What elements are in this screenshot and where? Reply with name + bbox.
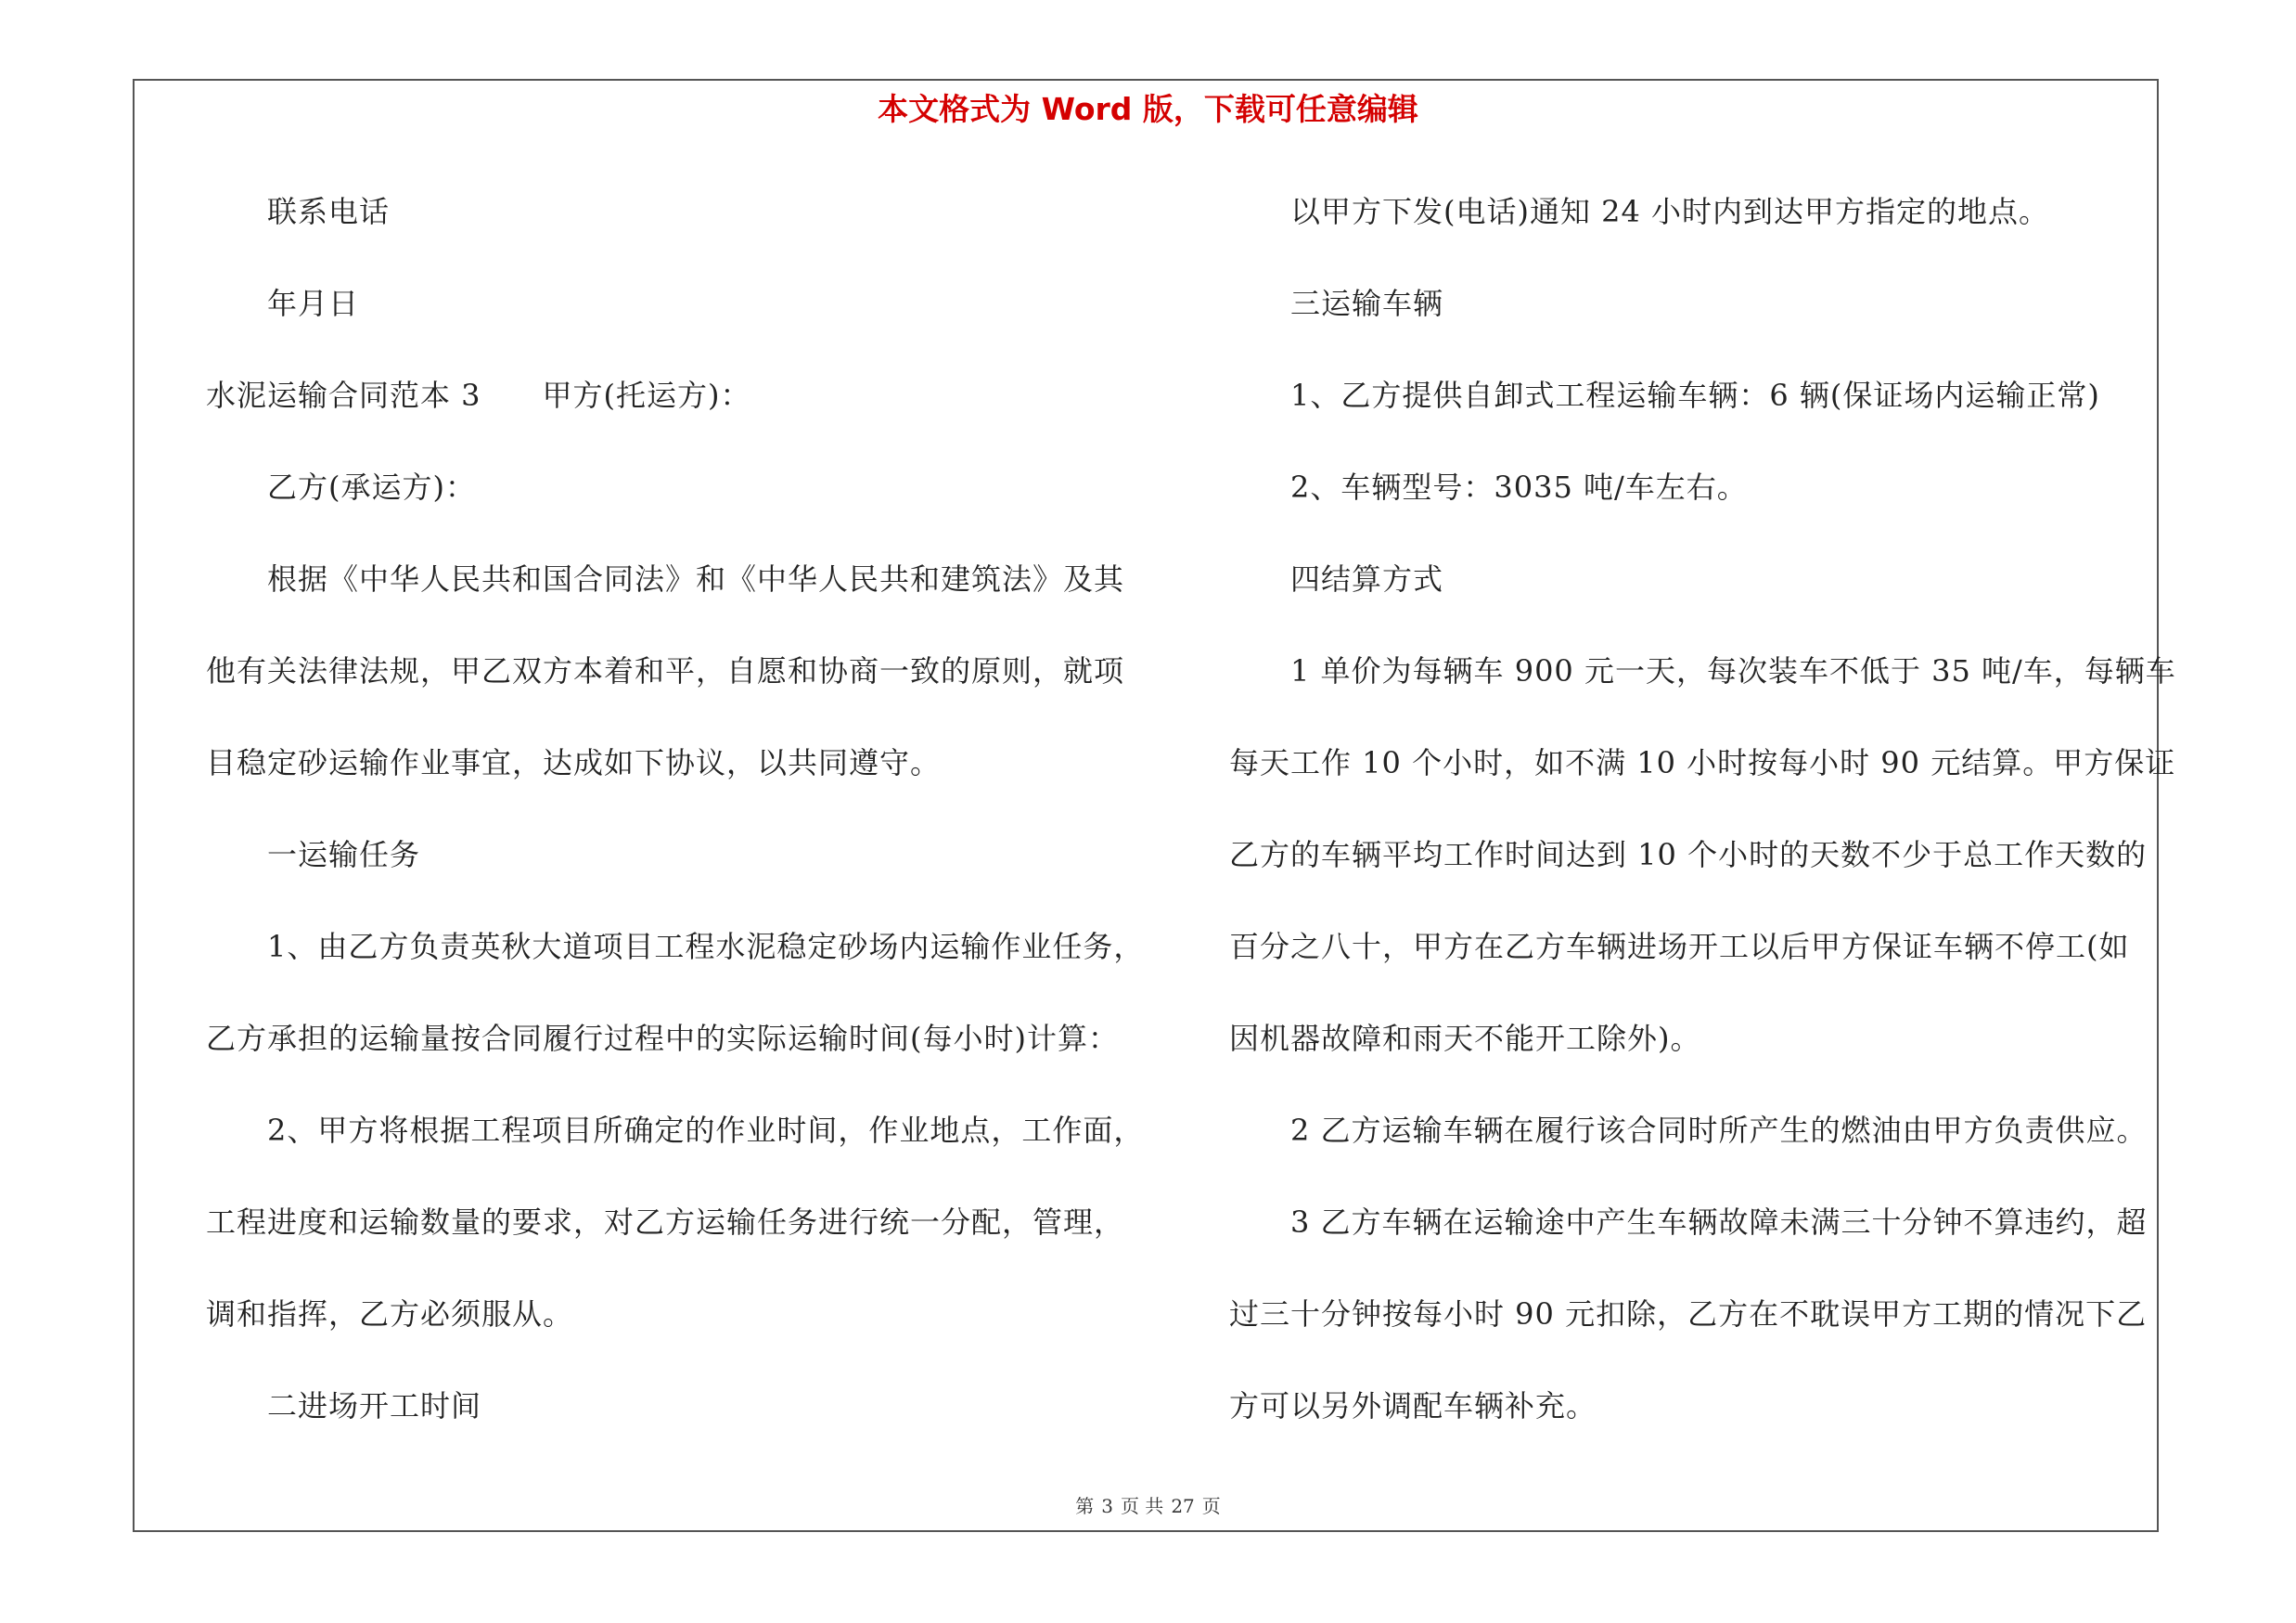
paragraph-line: 百分之八十，甲方在乙方车辆进场开工以后甲方保证车辆不停工(如: [1229, 929, 2130, 964]
paragraph-line: 方可以另外调配车辆补充。: [1229, 1388, 1597, 1423]
paragraph-line: 每天工作 10 个小时，如不满 10 小时按每小时 90 元结算。甲方保证: [1229, 745, 2176, 780]
section-heading: 一运输任务: [267, 837, 421, 872]
paragraph-line: 调和指挥，乙方必须服从。: [206, 1296, 574, 1332]
paragraph-line: 1、由乙方负责英秋大道项目工程水泥稳定砂场内运输作业任务，: [267, 929, 1145, 964]
paragraph-line: 过三十分钟按每小时 90 元扣除，乙方在不耽误甲方工期的情况下乙: [1229, 1296, 2148, 1332]
current-page-number: 3: [1101, 1495, 1113, 1517]
paragraph-line: 工程进度和运输数量的要求，对乙方运输任务进行统一分配，管理，: [206, 1204, 1125, 1240]
date-label: 年月日: [267, 286, 360, 321]
footer-mid: 页 共: [1120, 1495, 1164, 1517]
section-heading: 四结算方式: [1290, 561, 1444, 597]
page-number-footer: [0, 1494, 2296, 1518]
footer-suffix: 页: [1201, 1495, 1221, 1517]
paragraph-line: 1、乙方提供自卸式工程运输车辆：6 辆(保证场内运输正常): [1290, 378, 2100, 413]
contact-phone-label: 联系电话: [267, 194, 391, 229]
paragraph-line: 乙方承担的运输量按合同履行过程中的实际运输时间(每小时)计算：: [206, 1021, 1119, 1056]
paragraph-line: 3 乙方车辆在运输途中产生车辆故障未满三十分钟不算违约，超: [1290, 1204, 2148, 1240]
paragraph-line: 2、车辆型号：3035 吨/车左右。: [1290, 470, 1748, 505]
paragraph-line: 根据《中华人民共和国合同法》和《中华人民共和建筑法》及其: [267, 561, 1125, 597]
party-b-label: 乙方(承运方)：: [267, 470, 476, 505]
party-a-label: 甲方(托运方)：: [542, 378, 751, 413]
paragraph-line: 乙方的车辆平均工作时间达到 10 个小时的天数不少于总工作天数的: [1229, 837, 2148, 872]
section-heading: 二进场开工时间: [267, 1388, 482, 1423]
contract-title-row: [206, 375, 751, 416]
paragraph-line: 以甲方下发(电话)通知 24 小时内到达甲方指定的地点。: [1290, 194, 2050, 229]
contract-title: 水泥运输合同范本 3: [206, 378, 481, 413]
format-banner: 本文格式为 Word 版，下载可任意编辑: [878, 91, 1418, 127]
paragraph-line: 他有关法律法规，甲乙双方本着和平，自愿和协商一致的原则，就项: [206, 653, 1125, 689]
total-page-count: 27: [1171, 1495, 1195, 1517]
paragraph-line: 因机器故障和雨天不能开工除外)。: [1229, 1021, 1701, 1056]
paragraph-line: 2 乙方运输车辆在履行该合同时所产生的燃油由甲方负责供应。: [1290, 1113, 2148, 1148]
footer-prefix: 第: [1075, 1495, 1095, 1517]
paragraph-line: 1 单价为每辆车 900 元一天，每次装车不低于 35 吨/车，每辆车: [1290, 653, 2176, 689]
paragraph-line: 目稳定砂运输作业事宜，达成如下协议，以共同遵守。: [206, 745, 942, 780]
paragraph-line: 2、甲方将根据工程项目所确定的作业时间，作业地点，工作面，: [267, 1113, 1145, 1148]
section-heading: 三运输车辆: [1290, 286, 1444, 321]
